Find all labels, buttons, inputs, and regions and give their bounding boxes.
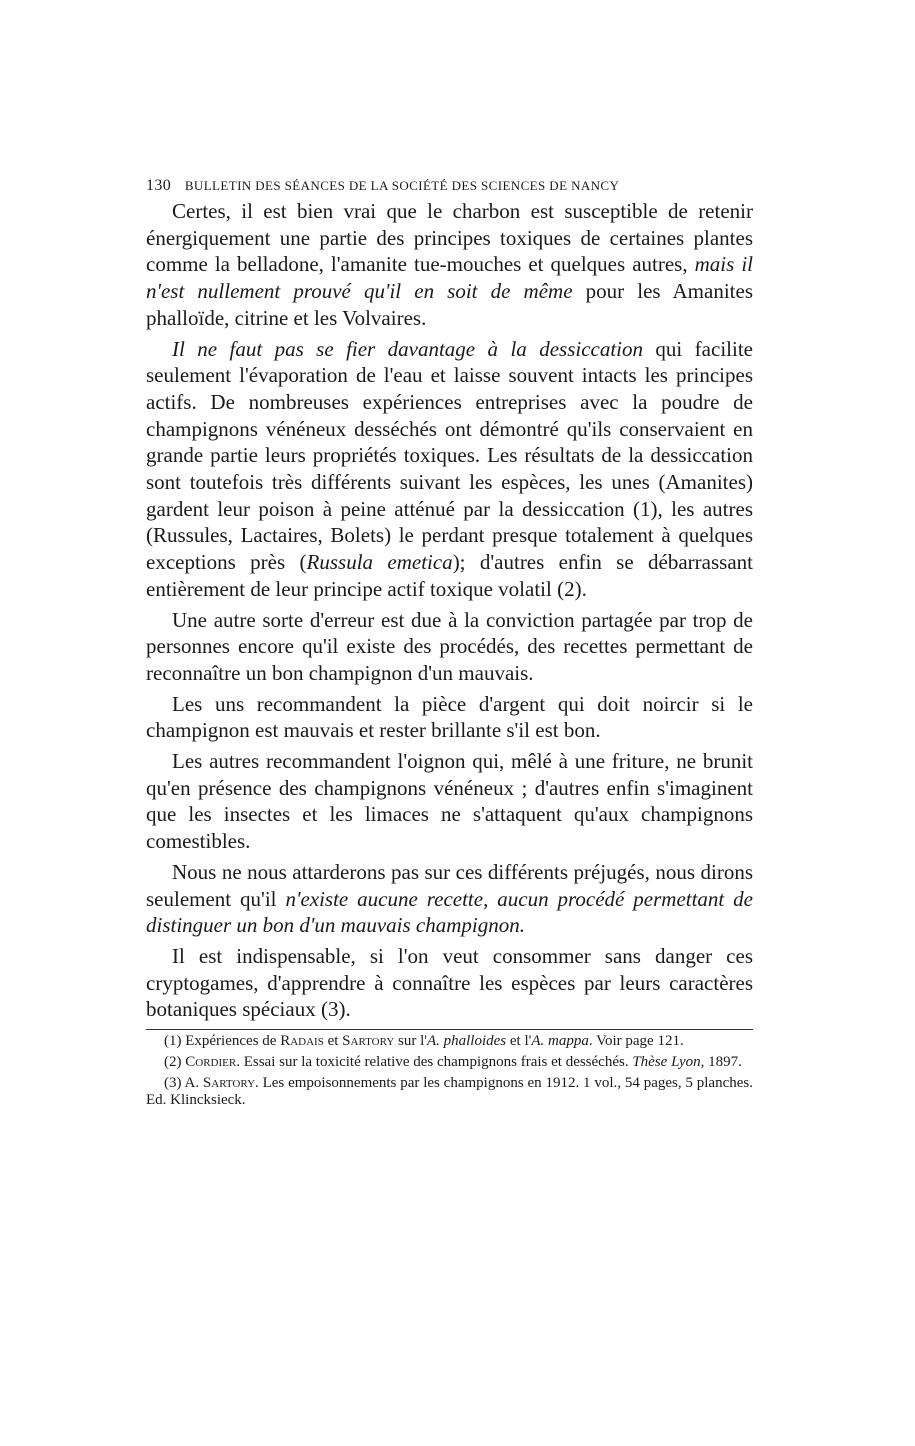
paragraph-3 <box>146 607 753 687</box>
text-span: qui facilite seulement l'évaporation de l'eau et laisse souvent intacts les principes actifs. De nombreuses expériences entreprises avec la poudre de champignons vénéneux desséchés ont démontré qu'ils conservaient en grande partie leurs propriétés toxiques. Les résultats de la dessiccation sont toutefois très différents suivant les espèces, les unes (Amanites) gardent leur poison à peine atténué par la dessiccation (1), les autres (Russules, Lactaires, Bolets) le perdant presque totalement à quelques exceptions près ( <box>146 336 753 575</box>
text-span: . Essai sur la toxicité relative des champignons frais et desséchés. <box>236 1054 633 1071</box>
paragraph-6 <box>146 859 753 939</box>
text-span: Les uns recommandent la pièce d'argent qui doit noircir si le champignon est mauvais et rester brillante s'il est bon. <box>146 691 753 743</box>
paragraph-7 <box>146 943 753 1023</box>
text-span: Les autres recommandent l'oignon qui, mêlé à une friture, ne brunit qu'en présence des champignons vénéneux ; d'autres enfin s'imaginent que les insectes et les limaces ne s'attaquent qu'aux champignons comestibles. <box>146 749 753 854</box>
running-header <box>146 176 753 196</box>
text-span: . Les empoisonnements par les champignons en 1912. 1 vol., 54 pages, 5 planches. Ed. Klincksieck. <box>146 1075 753 1109</box>
author-name: Radais <box>280 1033 324 1050</box>
text-span: et l' <box>506 1033 532 1050</box>
text-span: ); d'autres enfin se débarrassant entièrement de leur principe actif toxique volatil (2). <box>146 550 753 601</box>
author-name: Sartory <box>342 1033 395 1050</box>
footnote-2 <box>146 1054 753 1071</box>
paragraph-4 <box>146 691 753 744</box>
text-span: Une autre sorte d'erreur est due à la conviction partagée par trop de personnes encore qu'il existe des procédés, des recettes permettant de reconnaître un bon champignon d'un mauvais. <box>146 607 753 685</box>
italic-span: n'existe aucune recette, aucun procédé permettant de distinguer un bon d'un mauvais champignon. <box>146 886 754 938</box>
paragraph-1 <box>146 198 753 332</box>
text-span: Il est indispensable, si l'on veut consommer sans danger ces cryptogames, d'apprendre à connaître les espèces par leurs caractères botaniques spéciaux (3). <box>146 943 753 1022</box>
author-name: Cordier <box>185 1054 237 1071</box>
author-name: Sartory <box>202 1075 256 1092</box>
page-body <box>146 176 753 1113</box>
paragraph-5 <box>146 748 753 855</box>
journal-title: BULLETIN DES SÉANCES DE LA SOCIÉTÉ DES SCIENCES DE NANCY <box>184 178 620 193</box>
text-span: (3) A. <box>164 1075 203 1092</box>
footnotes <box>146 1029 753 1109</box>
italic-span: Thèse Lyon <box>632 1054 701 1071</box>
paragraph-2 <box>146 336 753 603</box>
italic-span: A. phalloides <box>426 1033 507 1050</box>
italic-span: Russula emetica <box>306 550 453 575</box>
footnote-1 <box>146 1033 753 1050</box>
text-span: pour les Amanites phalloïde, citrine et les Volvaires. <box>146 279 753 330</box>
text-span: Nous ne nous attarderons pas sur ces différents préjugés, nous dirons seulement qu'il <box>146 859 753 911</box>
text-span: Certes, il est bien vrai que le charbon est susceptible de retenir énergiquement une partie des principes toxiques de certaines plantes comme la belladone, l'amanite tue-mouches et quelques autres, <box>146 199 753 277</box>
italic-span: Il ne faut pas se fier davantage à la dessiccation <box>172 336 644 361</box>
text-span: et <box>323 1033 343 1050</box>
italic-span: mais il n'est nullement prouvé qu'il en soit de même <box>146 252 753 304</box>
text-span: sur l' <box>394 1033 427 1050</box>
text-span: (2) <box>164 1054 186 1071</box>
text-span: (1) Expériences de <box>164 1033 281 1050</box>
text-span: . Voir page 121. <box>588 1033 684 1050</box>
text-span: , 1897. <box>700 1054 742 1071</box>
italic-span: A. mappa <box>531 1033 589 1050</box>
footnote-3 <box>146 1075 753 1109</box>
page-number: 130 <box>146 177 172 194</box>
